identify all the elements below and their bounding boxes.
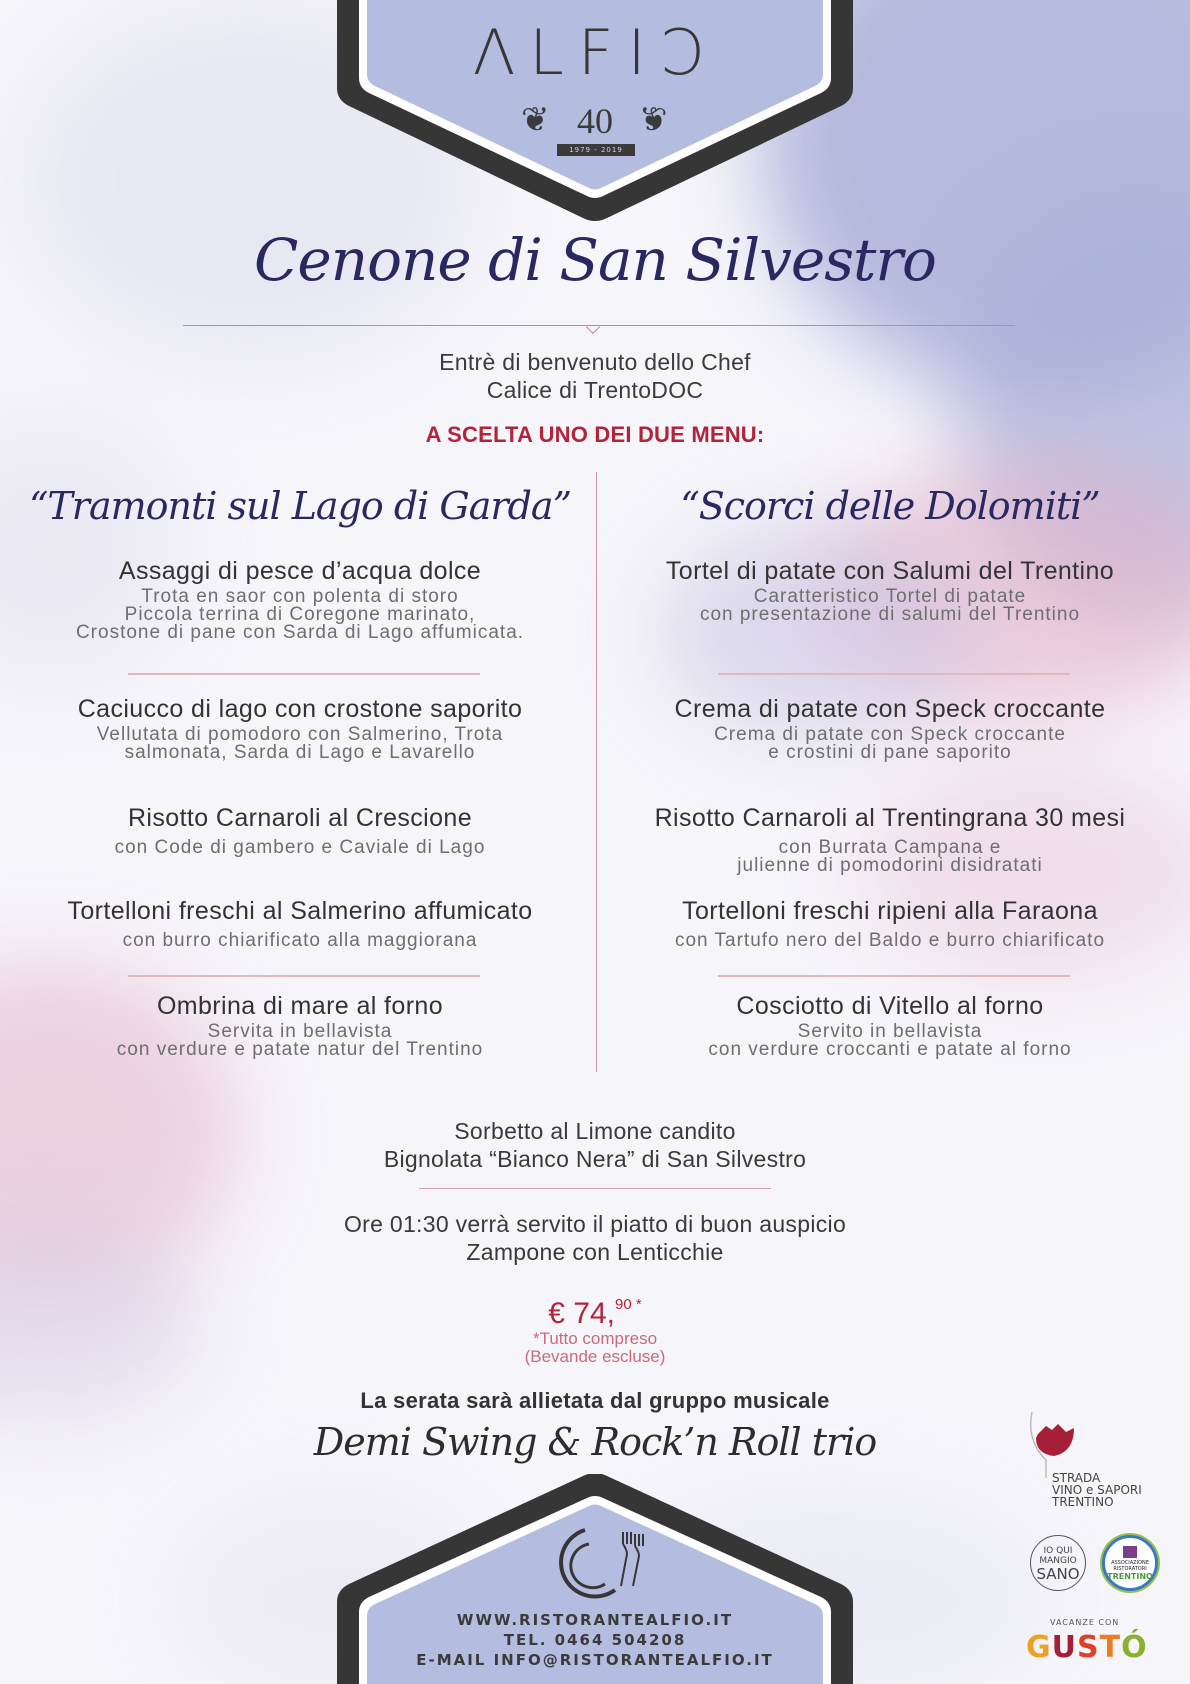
course-item bbox=[20, 694, 580, 762]
course-desc: Servita in bellavista bbox=[207, 1021, 393, 1042]
wine-glass-icon bbox=[1024, 1410, 1084, 1480]
course-divider bbox=[128, 975, 480, 977]
gusto-letter: U bbox=[1051, 1630, 1077, 1665]
course-desc: Crema di patate con Speck croccante bbox=[714, 724, 1066, 745]
sano-mid: MANGIO bbox=[1039, 1556, 1077, 1566]
course-title: Caciucco di lago con crostone saporito bbox=[77, 695, 523, 723]
assoc-emblem-icon bbox=[1123, 1546, 1137, 1558]
intro-line: Calice di TrentoDOC bbox=[486, 377, 704, 403]
course-title: Tortel di patate con Salumi del Trentino bbox=[665, 557, 1115, 585]
course-desc: con verdure croccanti e patate al forno bbox=[708, 1039, 1072, 1060]
course-item bbox=[20, 803, 580, 857]
price-asterisk: * bbox=[631, 1296, 642, 1313]
menu-name: “Scorci delle Dolomiti” bbox=[680, 484, 1100, 528]
course-desc: Piccola terrina di Coregone marinato, bbox=[124, 604, 476, 625]
sano-top: IO QUI bbox=[1043, 1546, 1073, 1556]
price-cents: 90 bbox=[615, 1296, 632, 1313]
course-item bbox=[610, 556, 1170, 624]
course-desc: salmonata, Sarda di Lago e Lavarello bbox=[124, 742, 476, 763]
intro bbox=[0, 348, 1190, 404]
music-lead: La serata sarà allietata dal gruppo musicale bbox=[360, 1388, 830, 1413]
course-desc: julienne di pomodorini disidratati bbox=[737, 855, 1043, 876]
strada-line: VINO e SAPORI bbox=[1052, 1483, 1142, 1497]
laurel-left-icon: ❦ bbox=[521, 101, 550, 139]
intro-line: Entrè di benvenuto dello Chef bbox=[439, 349, 751, 375]
logo-wordmark: ΛLFIϽ bbox=[472, 16, 718, 89]
footer-phone: TEL. 0464 504208 bbox=[503, 1631, 687, 1649]
vacanze-label: VACANZE CON bbox=[1050, 1618, 1120, 1627]
course-desc: Caratteristico Tortel di patate bbox=[753, 586, 1027, 607]
dessert bbox=[0, 1117, 1190, 1173]
course-desc: e crostini di pane saporito bbox=[768, 742, 1012, 763]
gusto-letter: G bbox=[1026, 1630, 1052, 1665]
course-desc: Trota en saor con polenta di storo bbox=[141, 586, 459, 607]
course-divider bbox=[718, 673, 1070, 675]
course-title: Tortelloni freschi al Salmerino affumicato bbox=[67, 897, 533, 925]
course-item bbox=[610, 803, 1170, 875]
dessert-line: Bignolata “Bianco Nera” di San Silvestro bbox=[383, 1146, 807, 1172]
course-title: Risotto Carnaroli al Trentingrana 30 mesi bbox=[654, 804, 1126, 832]
price-note-line: (Bevande escluse) bbox=[524, 1347, 666, 1366]
midnight-line: Zampone con Lenticchie bbox=[466, 1239, 724, 1265]
strada-line: TRENTINO bbox=[1052, 1495, 1114, 1509]
choose-menu-heading: A SCELTA UNO DEI DUE MENU: bbox=[425, 422, 765, 447]
midnight-line: Ore 01:30 verrà servito il piatto di buon auspicio bbox=[343, 1211, 847, 1237]
course-divider bbox=[128, 673, 480, 675]
strada-vino-logo bbox=[1052, 1472, 1142, 1508]
band-name: Demi Swing & Rock’n Roll trio bbox=[313, 1420, 877, 1464]
course-item bbox=[20, 556, 580, 642]
price-note-line: *Tutto compreso bbox=[532, 1329, 658, 1348]
price-note bbox=[0, 1330, 1190, 1366]
price bbox=[0, 1296, 1190, 1331]
course-divider bbox=[718, 975, 1070, 977]
column-divider bbox=[596, 472, 597, 1072]
anniversary-years: 1979 - 2019 bbox=[557, 144, 635, 156]
gusto-letter: T bbox=[1099, 1630, 1122, 1665]
course-title: Assaggi di pesce d’acqua dolce bbox=[118, 557, 482, 585]
price-main: € 74, bbox=[548, 1297, 616, 1330]
course-item bbox=[610, 694, 1170, 762]
footer-website-link[interactable]: WWW.RISTORANTEALFIO.IT bbox=[456, 1611, 734, 1629]
course-desc: Crostone di pane con Sarda di Lago affumicata. bbox=[75, 622, 525, 643]
assoc-region: TRENTINO bbox=[1107, 1572, 1153, 1581]
page-title: Cenone di San Silvestro bbox=[254, 226, 936, 294]
dessert-line: Sorbetto al Limone candito bbox=[454, 1118, 736, 1144]
course-item bbox=[610, 991, 1170, 1059]
course-desc: con presentazione di salumi del Trentino bbox=[699, 604, 1081, 625]
gusto-letter: S bbox=[1077, 1630, 1100, 1665]
course-title: Ombrina di mare al forno bbox=[156, 992, 444, 1020]
title-divider-notch bbox=[586, 320, 600, 334]
course-desc: con Code di gambero e Caviale di Lago bbox=[114, 837, 486, 858]
mangio-sano-logo bbox=[1030, 1535, 1086, 1591]
course-title: Cosciotto di Vitello al forno bbox=[736, 992, 1044, 1020]
gusto-letter: Ó bbox=[1121, 1630, 1148, 1665]
course-item bbox=[20, 896, 580, 950]
assoc-label: ASSOCIAZIONE RISTORATORI bbox=[1111, 1560, 1149, 1572]
menu-column-garda bbox=[20, 478, 580, 1060]
dessert-divider bbox=[419, 1188, 771, 1189]
associazione-ristoratori-logo bbox=[1102, 1535, 1158, 1591]
course-title: Tortelloni freschi ripieni alla Faraona bbox=[682, 897, 1098, 925]
footer-email-link[interactable]: E-MAIL INFO@RISTORANTEALFIO.IT bbox=[416, 1651, 774, 1669]
course-desc: Vellutata di pomodoro con Salmerino, Trota bbox=[96, 724, 504, 745]
course-desc: con verdure e patate natur del Trentino bbox=[116, 1039, 484, 1060]
course-desc: Servito in bellavista bbox=[797, 1021, 983, 1042]
menu-column-dolomiti bbox=[610, 478, 1170, 1060]
course-item bbox=[20, 991, 580, 1059]
course-title: Risotto Carnaroli al Crescione bbox=[127, 804, 473, 832]
midnight-dish bbox=[0, 1210, 1190, 1266]
course-desc: con Burrata Campana e bbox=[778, 837, 1002, 858]
menu-name: “Tramonti sul Lago di Garda” bbox=[29, 484, 571, 528]
gusto-logo bbox=[1026, 1630, 1148, 1665]
footer-contact-badge bbox=[335, 1474, 855, 1684]
course-item bbox=[610, 896, 1170, 950]
course-desc: con Tartufo nero del Baldo e burro chiarificato bbox=[674, 930, 1106, 951]
course-desc: con burro chiarificato alla maggiorana bbox=[122, 930, 478, 951]
course-title: Crema di patate con Speck croccante bbox=[674, 695, 1106, 723]
sano-big: SANO bbox=[1036, 1565, 1080, 1583]
strada-line: STRADA bbox=[1052, 1471, 1101, 1485]
partner-logos bbox=[1010, 1410, 1190, 1684]
header-logo-badge bbox=[335, 0, 855, 222]
laurel-right-icon: ❦ bbox=[639, 101, 668, 139]
plate-fork-icon bbox=[545, 1524, 645, 1604]
anniversary-number: 40 bbox=[577, 101, 613, 141]
